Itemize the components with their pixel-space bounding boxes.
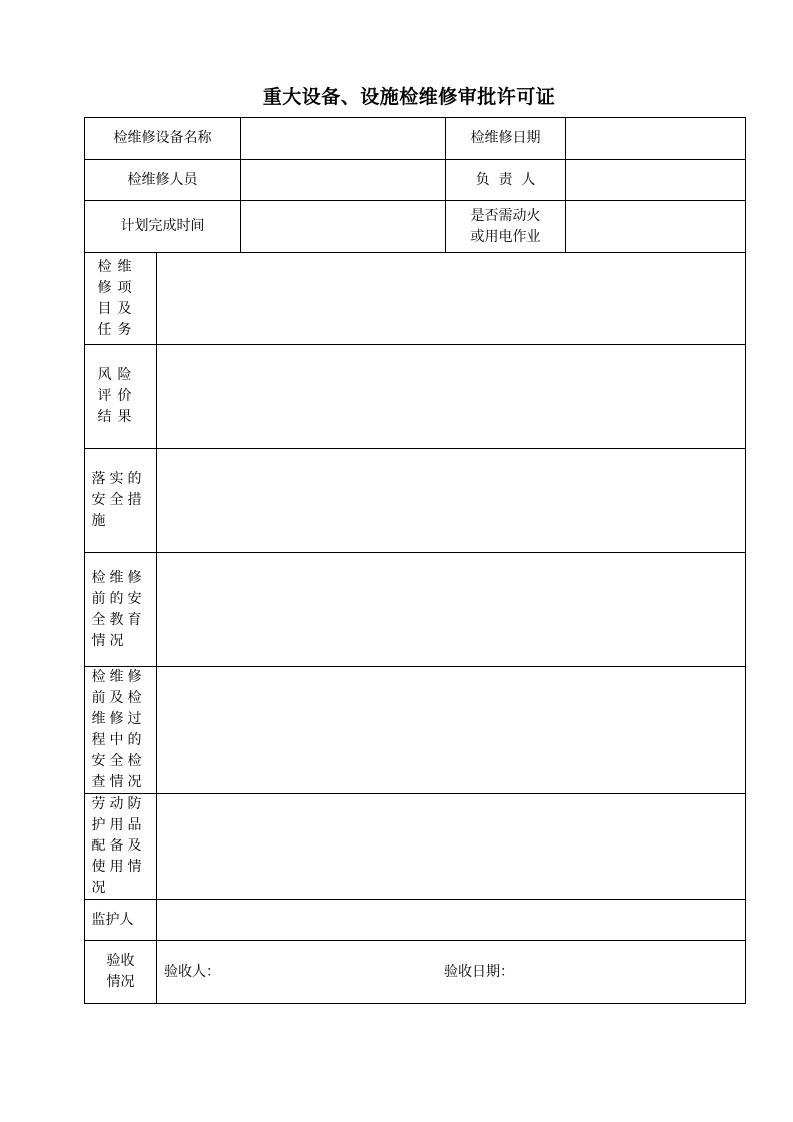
ppe-label: 劳动防护用品配备及使用情况 [91,796,146,896]
hot-work-label-line1: 是否需动火 [470,207,541,224]
risk-assessment-field[interactable] [157,345,746,449]
row-personnel [85,160,746,201]
maintenance-date-field[interactable] [566,118,746,160]
row-equipment-name [85,118,746,160]
row-safety-inspection [85,667,746,794]
acceptance-label-cell [85,941,157,1004]
safety-measures-label: 落实的安全措施 [91,471,146,529]
supervisor-label-cell [85,900,157,941]
safety-inspection-label-cell [85,667,157,794]
maintenance-tasks-label-cell [85,253,157,345]
row-risk-assessment [85,345,746,449]
safety-measures-label-cell [85,449,157,553]
equipment-name-field[interactable] [241,118,446,160]
safety-education-label-cell [85,553,157,667]
row-safety-education [85,553,746,667]
risk-assessment-label-cell [85,345,157,449]
permit-form-table [84,117,746,1004]
responsible-person-label: 负 责 人 [446,160,566,201]
row-ppe [85,794,746,900]
acceptance-field [157,941,746,1004]
personnel-field[interactable] [241,160,446,201]
row-supervisor [85,900,746,941]
planned-completion-label: 计划完成时间 [85,201,241,253]
acceptance-label-line2: 情况 [106,974,135,990]
permit-title: 重大设备、设施检维修审批许可证 [262,86,556,108]
safety-education-field[interactable] [157,553,746,667]
safety-education-label: 检维修前的安全教育情况 [91,569,146,649]
hot-work-label-line2: 或用电作业 [470,228,541,245]
supervisor-field[interactable] [157,900,746,941]
hot-work-field[interactable] [566,201,746,253]
planned-completion-field[interactable] [241,201,446,253]
inspector-label: 验收人： [164,964,220,980]
maintenance-tasks-label: 检维修项目及任务 [97,258,138,338]
acceptance-date-group [444,962,514,983]
supervisor-label: 监护人 [91,911,134,928]
maintenance-date-label: 检维修日期 [446,118,566,160]
risk-assessment-label: 风险评价结果 [97,367,138,425]
equipment-name-label: 检维修设备名称 [85,118,241,160]
responsible-person-field[interactable] [566,160,746,201]
acceptance-label-line1: 验收 [106,953,135,969]
row-acceptance [85,941,746,1004]
inspector-group [164,962,220,983]
row-maintenance-tasks [85,253,746,345]
ppe-label-cell [85,794,157,900]
personnel-label: 检维修人员 [85,160,241,201]
safety-measures-field[interactable] [157,449,746,553]
maintenance-tasks-field[interactable] [157,253,746,345]
row-safety-measures [85,449,746,553]
safety-inspection-field[interactable] [157,667,746,794]
hot-work-label [446,201,566,253]
acceptance-date-label: 验收日期： [444,964,514,980]
row-planned-completion [85,201,746,253]
ppe-field[interactable] [157,794,746,900]
safety-inspection-label: 检维修前及检维修过程中的安全检查情况 [91,669,146,790]
